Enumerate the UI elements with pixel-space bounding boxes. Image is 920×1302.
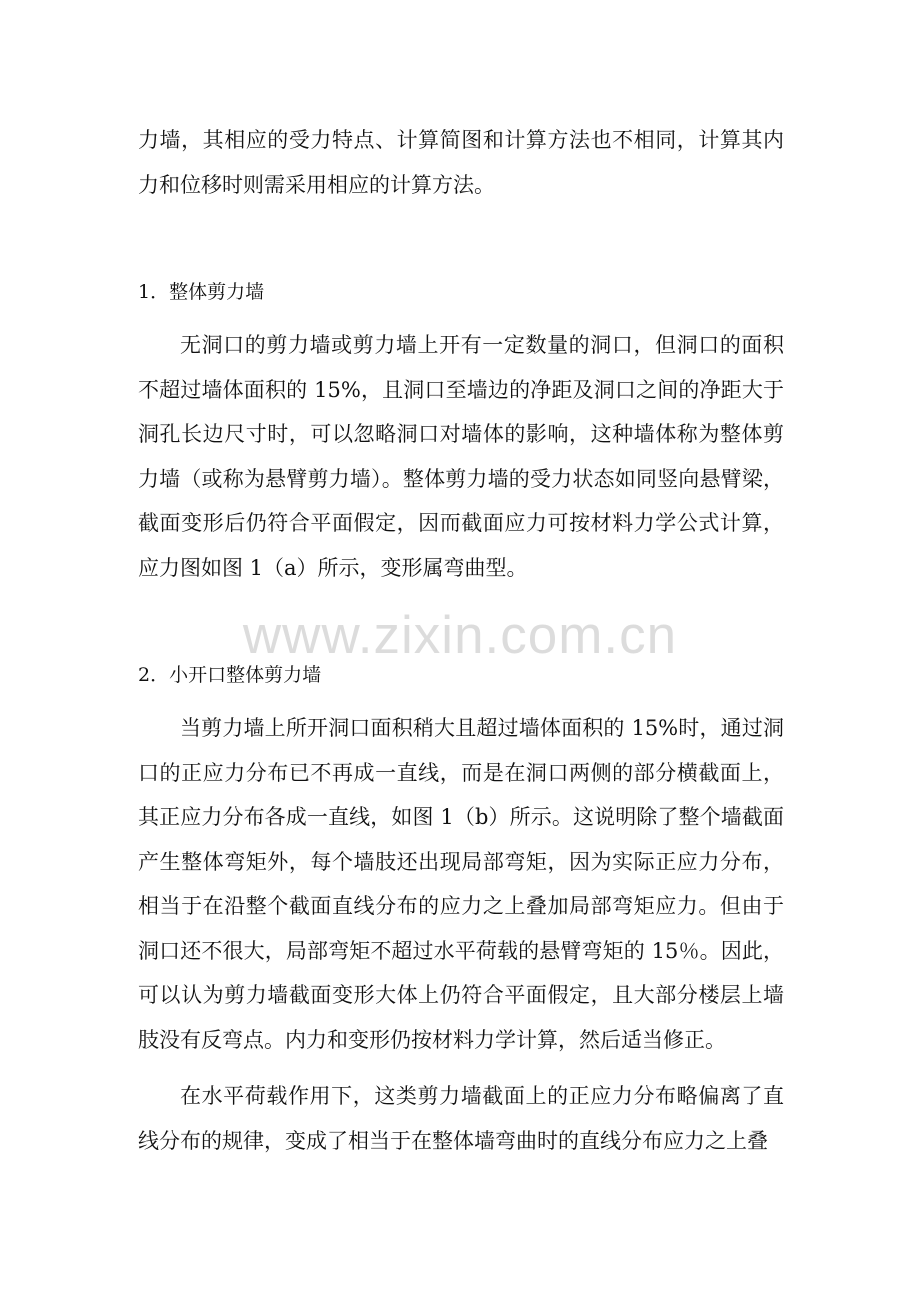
section-1-paragraph: 无洞口的剪力墙或剪力墙上开有一定数量的洞口，但洞口的面积不超过墙体面积的 15%，且洞口至墙边的净距及洞口之间的净距大于洞孔长边尺寸时，可以忽略洞口对墙体的影响，这种墙体称为整体剪力墙（或称为悬臂剪力墙）。整体剪力墙的受力状态如同竖向悬臂梁，截面变形后仍符合平面假定，因而截面应力可按材料力学公式计算，应力图如图 1（a）所示，变形属弯曲型。 [138, 333, 784, 580]
spacer [138, 314, 784, 323]
spacer [138, 590, 784, 653]
intro-paragraph: 力墙，其相应的受力特点、计算简图和计算方法也不相同，计算其内力和位移时则需采用相应的计算方法。 [138, 128, 784, 197]
section-2-heading: 2．小开口整体剪力墙 [138, 664, 322, 686]
watermark-text: www.zixin.com.cn [242, 606, 678, 665]
section-1-heading: 1．整体剪力墙 [138, 281, 265, 303]
spacer [138, 207, 784, 270]
document-page [138, 118, 784, 1163]
section-2-paragraph-2: 在水平荷载作用下，这类剪力墙截面上的正应力分布略偏离了直线分布的规律，变成了相当于在整体墙弯曲时的直线分布应力之上叠 [138, 1084, 784, 1153]
spacer [138, 1062, 784, 1074]
spacer [138, 697, 784, 706]
section-2-paragraph-1: 当剪力墙上所开洞口面积稍大且超过墙体面积的 15%时，通过洞口的正应力分布已不再成一直线，而是在洞口两侧的部分横截面上，其正应力分布各成一直线，如图 1（b）所示。这说明除了整个墙截面产生整体弯矩外，每个墙肢还出现局部弯矩，因为实际正应力分布，相当于在沿整个截面直线分布的应力之上叠加局部弯矩应力。但由于洞口还不很大，局部弯矩不超过水平荷载的悬臂弯矩的 15％。因此，可以认为剪力墙截面变形大体上仍符合平面假定，且大部分楼层上墙肢没有反弯点。内力和变形仍按材料力学计算，然后适当修正。 [138, 716, 784, 1052]
